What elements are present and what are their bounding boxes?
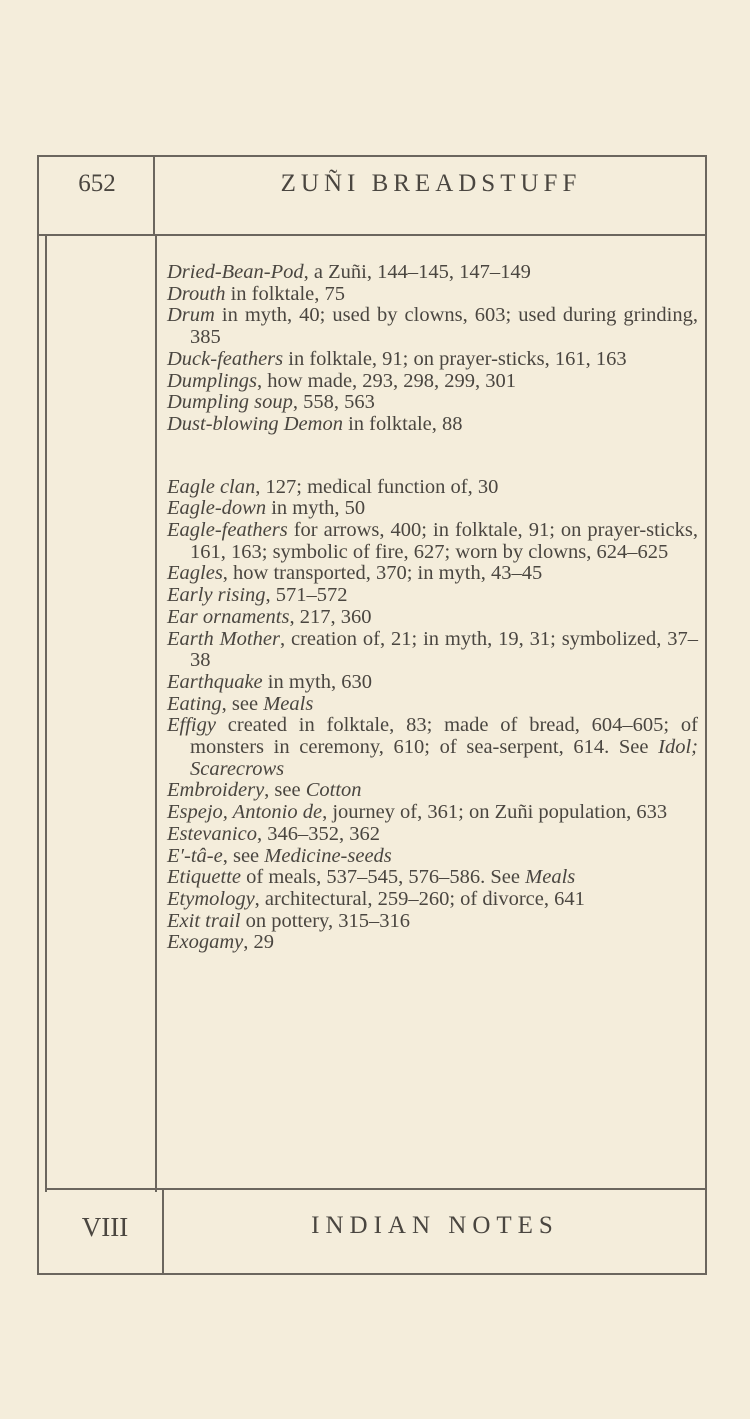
entry-text: in myth, 630 [262, 670, 372, 693]
entry-term: Exit trail [167, 909, 241, 932]
entry-text: of meals, 537–545, 576–586. See [241, 866, 526, 889]
index-entry [167, 672, 698, 694]
entry-text: , 29 [243, 931, 275, 954]
index-entry [167, 520, 698, 563]
entry-text: for arrows, 400; in folktale, 91; on prayer-sticks, 161, 163; symbolic of fire, 627; worn by clowns, 624–625 [190, 519, 698, 563]
entry-term: Exogamy [167, 931, 244, 954]
entry-term: Meals [263, 692, 314, 715]
entry-text: , see [222, 844, 265, 867]
index-entry [167, 498, 698, 520]
entry-term: Dumplings [167, 369, 257, 392]
index-list [167, 262, 698, 954]
entry-text: , a Zuñi, 144–145, 147–149 [303, 261, 531, 283]
index-entry [167, 371, 698, 393]
entry-text: in folktale, 75 [225, 282, 346, 305]
index-entry [167, 911, 698, 933]
entry-text: , how made, 293, 298, 299, 301 [256, 369, 517, 392]
entry-text: in folktale, 91; on prayer-sticks, 161, 163 [283, 347, 627, 370]
footer-rule [45, 1188, 707, 1190]
entry-term: E′-tâ-e [167, 844, 223, 867]
entry-term: Early rising [167, 584, 266, 607]
entry-term: Etiquette [167, 866, 242, 889]
entry-term: Earth Mother [167, 627, 280, 650]
index-entry [167, 780, 698, 802]
index-entry [167, 262, 698, 284]
series-title: INDIAN NOTES [311, 1212, 559, 1239]
index-entry [167, 349, 698, 371]
entry-text: , creation of, 21; in myth, 19, 31; symbolized, 37–38 [190, 627, 698, 672]
entry-term: Espejo, Antonio de [167, 801, 323, 824]
index-entry [167, 889, 698, 911]
column-rule [155, 236, 157, 1192]
entry-term: Ear ornaments [167, 605, 290, 628]
index-section [167, 262, 698, 436]
index-entry [167, 846, 698, 868]
entry-term: Dust-blowing Demon [167, 412, 343, 435]
index-entry [167, 824, 698, 846]
index-entry [167, 932, 698, 954]
entry-text: , journey of, 361; on Zuñi population, 633 [322, 801, 668, 824]
entry-term: Drouth [167, 282, 226, 305]
entry-text: , see [264, 779, 306, 802]
entry-term: Effigy [167, 714, 216, 737]
index-entry [167, 802, 698, 824]
entry-term: Eagle-down [167, 497, 267, 520]
entry-term: Dumpling soup [167, 391, 293, 414]
page-number: 652 [78, 170, 116, 197]
index-entry [167, 585, 698, 607]
entry-term: Cotton [305, 779, 362, 802]
entry-text: in myth, 50 [266, 497, 366, 520]
index-entry [167, 694, 698, 716]
index-entry [167, 629, 698, 672]
index-section [167, 477, 698, 954]
entry-term: Eagle clan [167, 475, 256, 498]
entry-term: Duck-feathers [167, 347, 284, 370]
entry-text: , 571–572 [265, 584, 348, 607]
entry-term: Eagle-feathers [167, 519, 288, 542]
index-entry [167, 284, 698, 306]
entry-text: , see [221, 692, 264, 715]
index-entry [167, 477, 698, 499]
entry-text: , 127; medical function of, 30 [255, 475, 499, 498]
running-title: ZUÑI BREADSTUFF [280, 170, 582, 197]
entry-text: in myth, 40; used by clowns, 603; used during grinding, 385 [190, 304, 698, 349]
entry-text: , 217, 360 [289, 605, 372, 628]
index-entry [167, 305, 698, 348]
entry-term: Meals [525, 866, 576, 889]
entry-text: on pottery, 315–316 [240, 909, 410, 932]
index-entry [167, 867, 698, 889]
entry-term: Idol; Scarecrows [190, 736, 698, 780]
entry-text: , architectural, 259–260; of divorce, 641 [254, 887, 585, 910]
index-entry [167, 607, 698, 629]
index-entry [167, 715, 698, 780]
section-gap [167, 436, 698, 477]
index-entry [167, 563, 698, 585]
entry-text: created in folktale, 83; made of bread, 604–605; of monsters in ceremony, 610; of sea-serpent, 614. See [190, 714, 698, 759]
entry-term: Drum [167, 304, 215, 327]
entry-term: Medicine-seeds [264, 844, 392, 867]
signature-mark: VIII [81, 1212, 129, 1242]
entry-term: Embroidery [167, 779, 265, 802]
margin-rule [45, 236, 47, 1192]
entry-term: Earthquake [167, 670, 263, 693]
index-entry [167, 414, 698, 436]
entry-text: , 558, 563 [292, 391, 375, 414]
entry-text: , 346–352, 362 [256, 822, 380, 845]
index-entry [167, 392, 698, 414]
entry-text: in folktale, 88 [342, 412, 463, 435]
entry-term: Estevanico [167, 822, 257, 845]
entry-text: , how transported, 370; in myth, 43–45 [222, 562, 543, 585]
entry-term: Dried-Bean-Pod [167, 261, 304, 283]
header-rule [37, 234, 707, 236]
entry-term: Eating [167, 692, 222, 715]
entry-term: Etymology [167, 887, 255, 910]
entry-term: Eagles [167, 562, 223, 585]
